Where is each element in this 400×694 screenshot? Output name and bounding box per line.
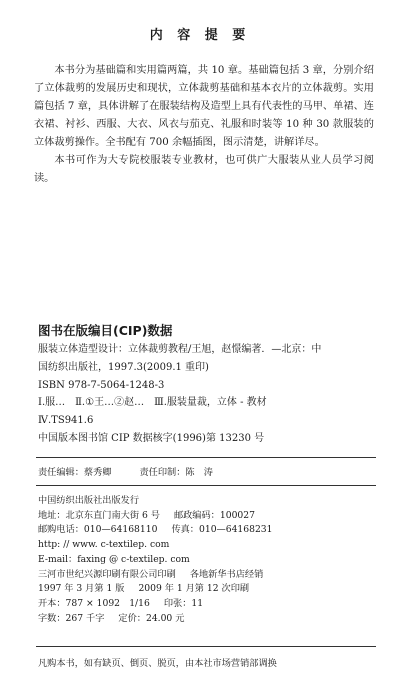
abstract-body [34, 62, 374, 188]
publisher-text: 2009 年 1 月第 12 次印刷 [138, 583, 250, 595]
publisher-text: 字数：267 千字 [38, 612, 105, 624]
publisher-text: 定价：24.00 元 [118, 612, 185, 624]
publisher-text: 中国纺织出版社出版发行 [38, 495, 140, 506]
divider [36, 646, 376, 647]
publisher-line [38, 553, 373, 568]
cip-line: 国纺织出版社，1997.3(2009.1 重印) [38, 361, 209, 373]
publisher-info [38, 494, 373, 626]
defect-notice: 凡购本书，如有缺页、倒页、脱页，由本社市场营销部调换 [38, 658, 277, 669]
publisher-line [38, 582, 373, 597]
publisher-text: 地址：北京东直门南大街 6 号 [38, 509, 160, 521]
publisher-text: 邮购电话：010—64168110 [38, 524, 158, 536]
publisher-line [38, 509, 373, 524]
cip-line: 服装立体造型设计：立体裁剪教程/王旭，赵憬编著．—北京：中 [38, 344, 322, 355]
publisher-text: 开本：787 × 1092 1/16 [38, 597, 150, 609]
publisher-line [38, 568, 373, 583]
abstract-paragraph: 本书可作为大专院校服装专业教材，也可供广大服装从业人员学习阅读。 [34, 155, 374, 184]
publisher-text: 邮政编码：100027 [173, 509, 255, 521]
editor-credit: 责任编辑：蔡秀卿 [38, 467, 112, 478]
cip-title: 图书在版编目(CIP)数据 [38, 323, 173, 338]
publisher-line [38, 612, 373, 627]
publisher-text: 三河市世纪兴源印刷有限公司印刷 [38, 568, 176, 580]
cip-line: Ⅰ.服… Ⅱ.①王…②赵… Ⅲ.服装量裁，立体 - 教材 [38, 397, 267, 409]
publisher-line [38, 538, 373, 553]
divider [36, 485, 376, 486]
cip-line: Ⅳ.TS941.6 [38, 415, 94, 427]
abstract-title: 内 容 提 要 [149, 28, 251, 43]
printer-credit: 责任印制：陈 涛 [139, 467, 213, 478]
abstract-paragraph: 本书分为基础篇和实用篇两篇，共 10 章。基础篇包括 3 章，分别介绍了立体裁剪的发展历史和现状，立体裁剪基础和基本衣片的立体裁剪。实用篇包括 7 章，具体讲解了在服装结构及造型上具有代表性的马甲、单裙、连衣裙、衬衫、西服、大衣、风衣与茄克、礼服和时装等 10 种 30 款服装的立体裁剪操作。全书配有 700 余幅插图，图示清楚，讲解详尽。 [34, 65, 374, 148]
cip-line: 中国版本图书馆 CIP 数据核字(1996)第 13230 号 [38, 432, 265, 444]
publisher-text: 1997 年 3 月第 1 版 [38, 583, 125, 595]
publisher-text: 印张：11 [163, 597, 204, 609]
divider [36, 457, 376, 458]
publisher-line [38, 523, 373, 538]
cip-data [38, 341, 373, 448]
cip-line: ISBN 978-7-5064-1248-3 [38, 379, 165, 391]
publisher-line [38, 494, 373, 509]
publisher-text: 传真：010—64168231 [171, 524, 273, 536]
publisher-text: 各地新华书店经销 [189, 568, 264, 580]
staff-credits [38, 466, 373, 480]
publisher-line [38, 597, 373, 612]
publisher-email: E-mail：faxing @ c-textilep. com [38, 553, 190, 565]
publisher-url: http: // www. c-textilep. com [38, 539, 170, 551]
